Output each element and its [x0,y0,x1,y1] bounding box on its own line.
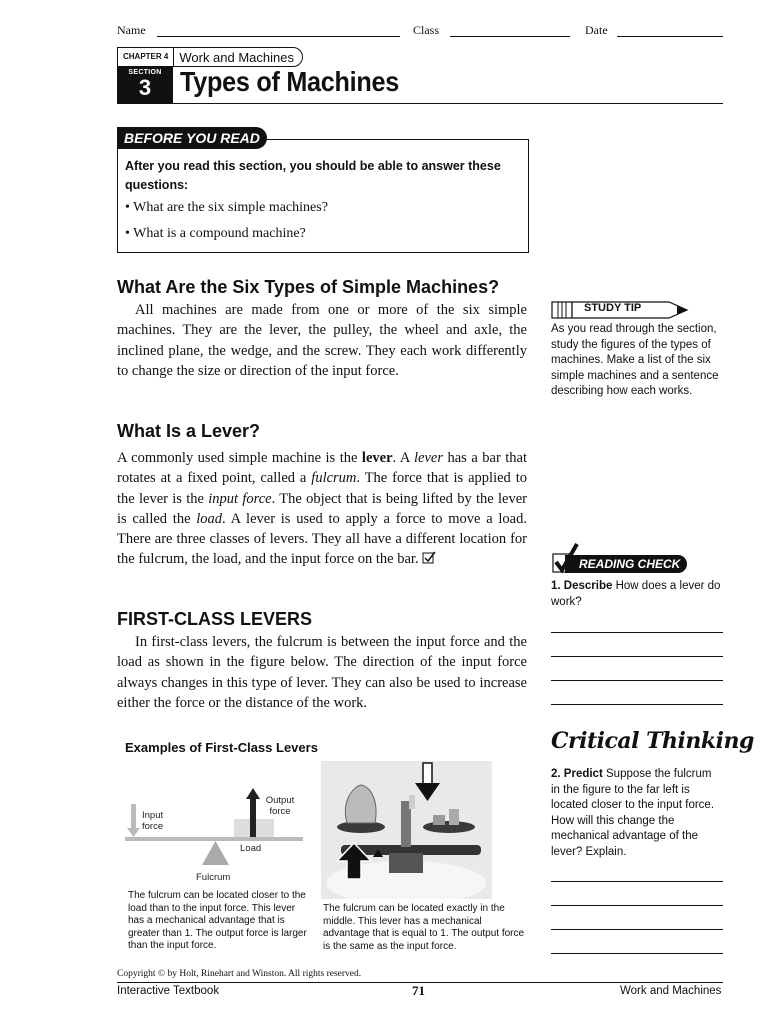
reading-check-tab: READING CHECK [565,555,687,573]
name-label: Name [117,23,146,37]
chapter-name: Work and Machines [179,49,294,65]
answer-line[interactable] [551,929,723,930]
class-field[interactable] [450,36,570,37]
section-body: All machines are made from one or more of the six simple machines. They are the lever, the pulley, the wheel and axle, the inclined plane, the wedge, and the screw. They each work differently to change the size or direction of the input force. [117,302,527,379]
output-arrow-shaft [250,798,256,837]
figure-title: Examples of First-Class Levers [125,740,318,755]
date-field[interactable] [617,36,723,37]
critical-thinking-question: 2. Predict Suppose the fulcrum in the figure to the far left is located closer to the input force. How will this change the mechanical advantage of the lever? Explain. [551,768,715,858]
section-badge [117,66,173,104]
output-force-label: Output force [265,795,295,817]
class-label: Class [413,23,440,37]
input-arrow-shaft [131,804,136,830]
section-number: 3 [138,75,152,100]
lever-paragraph: A commonly used simple machine is the lever. A lever has a bar that rotates at a fixed point, called a fulcrum. The force that is applied to the lever is the input force. The object that is being lifted by the lever is called the load. A lever is used to apply a force to move a load. There are three classes of levers. They all have a different location for the fulcrum, the load, and the input force on the bar. [117,450,528,568]
section-heading: What Is a Lever? [117,421,261,441]
study-tip-text: As you read through the section, study the figures of the types of machines. Make a list of the six simple machines and a sentence describing how each works. [551,323,719,397]
input-arrow-icon [127,828,140,837]
output-arrow-icon [246,788,260,799]
fulcrum-label: Fulcrum [196,872,231,883]
question-item: • What are the six simple machines? [125,200,328,215]
answer-line[interactable] [551,905,723,906]
checkbox-icon [422,551,436,564]
lever-bar [125,837,303,841]
study-tip-label: STUDY TIP [584,302,642,314]
question-item: • What is a compound machine? [125,226,306,241]
answer-line[interactable] [551,656,723,657]
title-rule [173,103,723,104]
date-label: Date [585,23,608,37]
answer-line[interactable] [551,953,723,954]
reading-check-question: 1. Describe How does a lever do work? [551,580,721,608]
before-you-read-intro: After you read this section, you should be able to answer these questions: [125,159,501,192]
fulcrum-triangle [202,841,229,865]
load-label: Load [240,843,262,854]
section-body: In first-class levers, the fulcrum is between the input force and the load as shown in the figure below. The direction of the input force always changes in this type of lever. They can also be used to increase either the force or the distance of the work. [117,634,527,711]
section-heading: What Are the Six Types of Simple Machines? [117,277,500,297]
page-number: 71 [412,983,425,998]
critical-thinking-heading: Critical Thinking [551,728,754,754]
footer-book-title: Interactive Textbook [117,985,220,997]
chapter-box [117,47,303,67]
name-field[interactable] [157,36,400,37]
figure-caption-left: The fulcrum can be located closer to the load than to the input force. This lever has a mechanical advantage that is greater than 1. The output force is larger than the input force. [128,890,307,951]
section-heading: FIRST-CLASS LEVERS [117,609,313,629]
before-you-read-tab: BEFORE YOU READ [117,127,267,149]
answer-line[interactable] [551,632,723,633]
input-force-label: Input force [142,810,164,832]
chapter-tag: CHAPTER 4 [118,48,174,66]
page-title: Types of Machines [180,66,400,97]
answer-line[interactable] [551,704,723,705]
section-label: SECTION [128,69,162,76]
answer-line[interactable] [551,680,723,681]
footer-chapter-title: Work and Machines [620,985,722,997]
answer-line[interactable] [551,881,723,882]
balance-scale-photo [321,761,492,899]
copyright-text: Copyright © by Holt, Rinehart and Winston. All rights reserved. [117,969,362,979]
figure-caption-right: The fulcrum can be located exactly in the middle. This lever has a mechanical advantage that is equal to 1. The output force is the same as the input force. [323,903,525,952]
